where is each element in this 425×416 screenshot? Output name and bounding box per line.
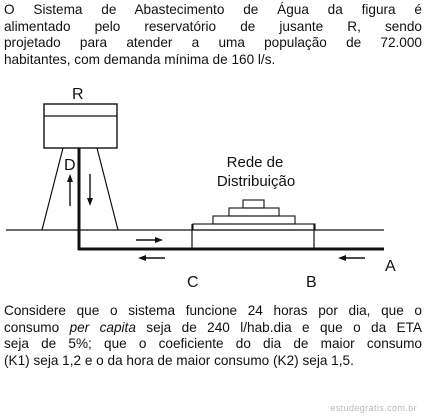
network-label-line-1: Rede de — [226, 154, 284, 171]
per-capita-italic: per capita — [69, 319, 136, 335]
point-d-label: D — [64, 157, 76, 174]
conditions-line-2-end: seja de 240 l/hab.dia e que o da ETA — [135, 319, 422, 335]
left-arrow-icon — [338, 255, 365, 261]
conditions-line-1: Considere que o sistema funcione 24 horas por dia, que o — [4, 303, 422, 318]
conditions-line-3: seja de 5%; que o coeficiente do dia de maior consumo — [4, 336, 422, 351]
point-a-label: A — [385, 258, 396, 275]
problem-statement — [4, 2, 422, 68]
intro-line-1: O Sistema de Abastecimento de Água da figura é — [4, 2, 422, 17]
reservoir-label: R — [72, 86, 84, 103]
reservoir-tank — [44, 104, 117, 148]
point-b-label: B — [306, 274, 317, 290]
right-arrow-icon — [136, 237, 163, 243]
down-arrow-icon — [87, 174, 93, 206]
conditions-line-4: (K1) seja 1,2 e o da hora de maior consumo (K2) seja 1,5. — [4, 352, 354, 368]
conditions-paragraph — [4, 303, 422, 369]
up-arrow-icon — [67, 174, 73, 206]
water-supply-diagram — [0, 78, 425, 290]
intro-line-3: projetado para atender a uma população de 72.000 — [4, 35, 422, 50]
point-c-label: C — [187, 274, 199, 290]
tower-leg-left — [42, 148, 63, 230]
distribution-network-shape — [193, 200, 315, 230]
intro-line-4: habitantes, com demanda mínima de 160 l/s. — [4, 51, 276, 67]
conditions-line-2 — [4, 320, 422, 337]
network-label-line-2: Distribuição — [216, 173, 296, 190]
tower-leg-right — [97, 148, 118, 230]
conditions-line-2-start: consumo — [4, 319, 70, 335]
intro-line-2: alimentado pelo reservatório de jusante R, sendo — [4, 18, 422, 34]
watermark: estudegratis.com.br — [330, 403, 417, 413]
left-arrow-icon — [138, 255, 165, 261]
